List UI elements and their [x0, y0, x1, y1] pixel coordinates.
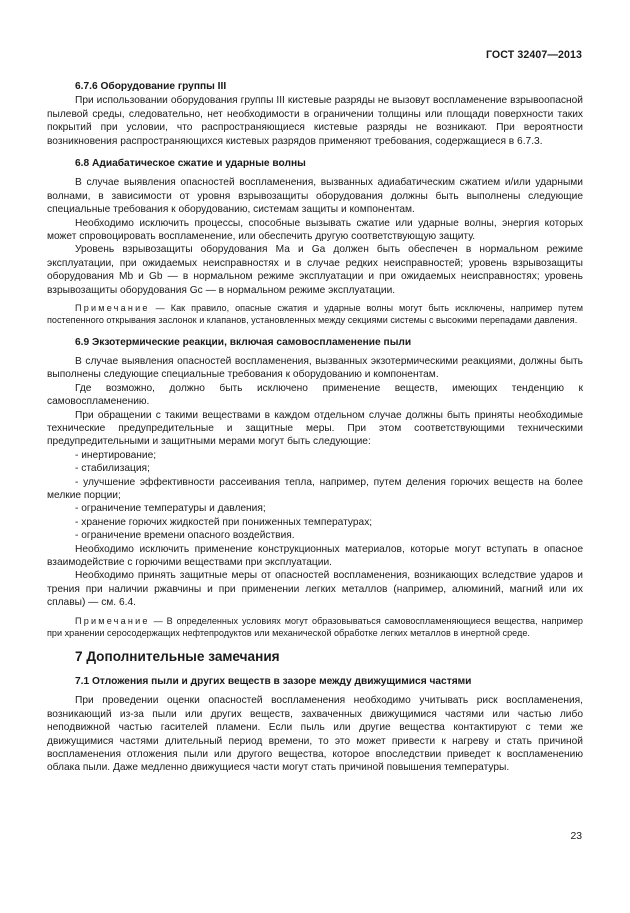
section-6-9-paragraph-1: В случае выявления опасностей воспламенения, вызванных экзотермическими реакциями, должны быть выполнены следующие специальные требования к оборудованию и компонентам.	[47, 355, 583, 381]
list-item: - ограничение температуры и давления;	[75, 503, 266, 515]
section-6-9-paragraph-4: Необходимо исключить применение конструкционных материалов, которые могут вступать в опасное взаимодействие с горючими веществами при эксплуатации.	[47, 543, 583, 568]
note-lead: Примечание	[75, 303, 150, 314]
section-6-8-paragraph-2: Необходимо исключить процессы, способные вызывать сжатие или ударные волны, энергия которых может спровоцировать воспламенение, или обеспечить другую соответствующую защиту.	[47, 217, 583, 243]
section-7-1-paragraph: При проведении оценки опасностей воспламенения необходимо учитывать риск воспламенения, возникающий из-за пыли или других веществ, захваченных движущимися частями или частью либо неподвижной частью гасителей пламени. Если пыль или другие вещества контактируют с теми же движущимися частями длительный период времени, то это может привести к нагреву и стать причиной воспламенения отложения пыли или другого вещества, которое впоследствии приведет к воспламенению облака пыли. Даже медленно движущиеся части могут стать причиной повышения температуры.	[47, 695, 583, 774]
section-6-8-title: 6.8 Адиабатическое сжатие и ударные волны	[75, 158, 306, 170]
section-7-1-title: 7.1 Отложения пыли и других веществ в зазоре между движущимися частями	[75, 676, 472, 688]
section-6-8-paragraph-1: В случае выявления опасностей воспламенения, вызванных адиабатическим сжатием и/или ударными волнами, в зависимости от уровня взрывозащиты оборудования должны быть выполнены следующие специальные требования к оборудованию, системам защиты и компонентам.	[47, 177, 583, 216]
document-body	[47, 80, 583, 775]
section-6-9-paragraph-5: Необходимо принять защитные меры от опасностей воспламенения, возникающих вследствие ударов и трения при наличии ржавчины и при применении легких металлов (например, алюминий, магний или их сплавы) — см. 6.4.	[47, 570, 583, 609]
section-6-7-6-paragraph: При использовании оборудования группы III кистевые разряды не вызовут воспламенение взрывоопасной пылевой среды, следовательно, нет необходимости в ограничении толщины или площади поверхности таких покрытий при условии, что распространяющиеся кистевые разряды не возникают. При вероятности возникновения распространяющихся кистевых разрядов применяют требования, содержащиеся в 6.7.3.	[47, 95, 583, 147]
note-text: — Как правило, опасные сжатия и ударные волны могут быть исключены, например путем постепенного открывания заслонок и клапанов, установленных между секциями системы с высокими перепадами давления.	[47, 303, 583, 326]
list-item: - инертирование;	[75, 449, 157, 461]
section-6-9-note	[47, 615, 583, 639]
document-code: ГОСТ 32407—2013	[485, 49, 582, 61]
list-item: - ограничение времени опасного воздействия.	[75, 530, 295, 542]
list-item: - улучшение эффективности рассеивания тепла, например, путем деления горючих веществ на более мелкие порции;	[47, 476, 583, 501]
note-lead: Примечание	[75, 615, 150, 626]
section-7-title: 7 Дополнительные замечания	[75, 649, 280, 665]
section-6-9-title: 6.9 Экзотермические реакции, включая самовоспламенение пыли	[75, 336, 412, 348]
list-item: - стабилизация;	[75, 463, 150, 475]
note-text: — В определенных условиях могут образовываться самовоспламеняющиеся вещества, например при хранении серосодержащих нефтепродуктов или механической обработке легких металлов в инертной среде.	[47, 615, 583, 638]
list-item: - хранение горючих жидкостей при пониженных температурах;	[75, 516, 373, 528]
section-6-9-paragraph-3: При обращении с такими веществами в каждом отдельном случае должны быть приняты необходимые технические предупредительные и защитные меры. При этом соответствующими техническими предупредительными и защитными мерами могут быть следующие:	[47, 409, 583, 448]
section-6-7-6-title: 6.7.6 Оборудование группы III	[75, 81, 227, 92]
page-number: 23	[570, 831, 582, 842]
section-6-8-paragraph-3: Уровень взрывозащиты оборудования Ма и Ga должен быть обеспечен в нормальном режиме эксплуатации, при ожидаемых неисправностях и в случае редких неисправностей; уровень взрывозащиты оборудования Mb и Gb — в нормальном режиме эксплуатации и при ожидаемых неисправностях; уровень взрывозащиты оборудования Gc — в нормальном режиме эксплуатации.	[47, 244, 583, 296]
section-6-8-note	[47, 302, 583, 326]
section-6-9-paragraph-2: Где возможно, должно быть исключено применение веществ, имеющих тенденцию к самовоспламенению.	[47, 382, 583, 408]
